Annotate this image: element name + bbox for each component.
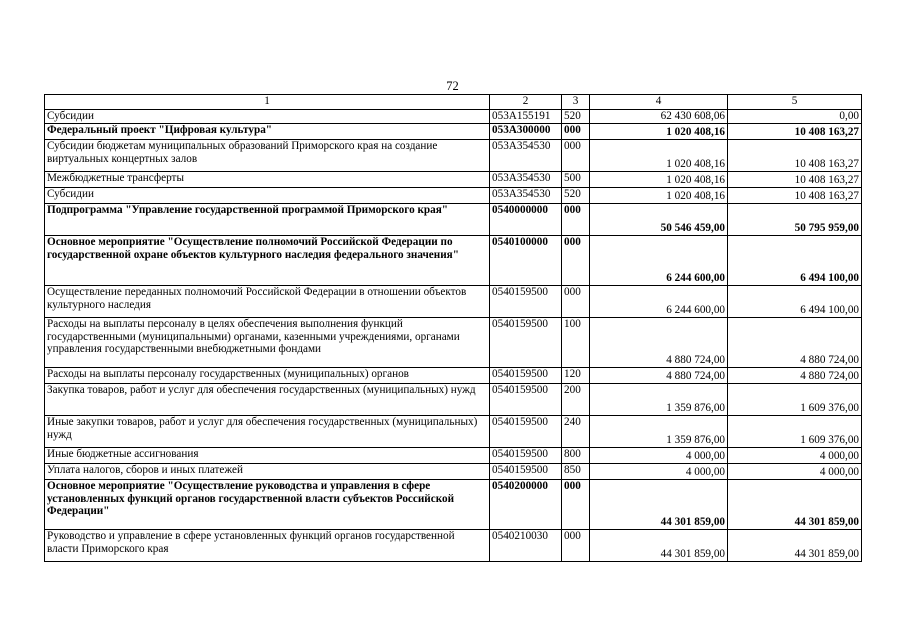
row-amount-1: 62 430 608,06 — [590, 110, 728, 124]
row-expense-type: 000 — [562, 480, 590, 530]
row-amount-2: 44 301 859,00 — [728, 530, 862, 562]
row-expense-type: 240 — [562, 416, 590, 448]
table-row — [45, 110, 862, 124]
row-name: Основное мероприятие "Осуществление руководства и управления в сфере установленных функций органов государственной власти субъектов Российской Федерации" — [45, 480, 490, 530]
row-amount-2: 10 408 163,27 — [728, 188, 862, 204]
column-header-amount-2: 5 — [728, 95, 862, 110]
table-row — [45, 464, 862, 480]
row-expense-type: 000 — [562, 140, 590, 172]
row-name: Иные бюджетные ассигнования — [45, 448, 490, 464]
column-header-name: 1 — [45, 95, 490, 110]
row-expense-type: 800 — [562, 448, 590, 464]
row-name: Осуществление переданных полномочий Российской Федерации в отношении объектов культурного наследия — [45, 286, 490, 318]
row-amount-2: 44 301 859,00 — [728, 480, 862, 530]
row-expense-type: 100 — [562, 318, 590, 368]
row-code: 0540200000 — [490, 480, 562, 530]
row-code: 0540159500 — [490, 416, 562, 448]
row-name: Расходы на выплаты персоналу государственных (муниципальных) органов — [45, 368, 490, 384]
row-amount-2: 4 000,00 — [728, 448, 862, 464]
row-code: 0540159500 — [490, 318, 562, 368]
row-amount-2: 4 880 724,00 — [728, 368, 862, 384]
table-row — [45, 236, 862, 286]
row-code: 0540000000 — [490, 204, 562, 236]
page-number: 72 — [446, 79, 459, 93]
row-amount-1: 6 244 600,00 — [590, 286, 728, 318]
row-expense-type: 520 — [562, 188, 590, 204]
row-code: 0540159500 — [490, 286, 562, 318]
table-row — [45, 188, 862, 204]
row-code: 053A354530 — [490, 172, 562, 188]
column-header-code: 2 — [490, 95, 562, 110]
row-amount-2: 10 408 163,27 — [728, 172, 862, 188]
row-expense-type: 000 — [562, 204, 590, 236]
row-amount-1: 1 020 408,16 — [590, 124, 728, 140]
row-name: Федеральный проект "Цифровая культура" — [45, 124, 490, 140]
row-expense-type: 520 — [562, 110, 590, 124]
row-code: 053A354530 — [490, 188, 562, 204]
row-amount-2: 4 880 724,00 — [728, 318, 862, 368]
row-amount-2: 1 609 376,00 — [728, 384, 862, 416]
row-code: 053A300000 — [490, 124, 562, 140]
row-amount-1: 4 880 724,00 — [590, 368, 728, 384]
row-amount-2: 10 408 163,27 — [728, 124, 862, 140]
row-expense-type: 000 — [562, 286, 590, 318]
row-amount-1: 1 020 408,16 — [590, 172, 728, 188]
row-amount-2: 6 494 100,00 — [728, 236, 862, 286]
row-amount-1: 4 000,00 — [590, 464, 728, 480]
row-amount-1: 6 244 600,00 — [590, 236, 728, 286]
row-amount-1: 1 020 408,16 — [590, 140, 728, 172]
column-header-vr: 3 — [562, 95, 590, 110]
column-header-amount-1: 4 — [590, 95, 728, 110]
row-expense-type: 000 — [562, 236, 590, 286]
row-code: 0540159500 — [490, 384, 562, 416]
row-expense-type: 200 — [562, 384, 590, 416]
row-code: 0540100000 — [490, 236, 562, 286]
budget-table — [44, 94, 862, 562]
row-name: Субсидии — [45, 188, 490, 204]
row-code: 0540159500 — [490, 464, 562, 480]
row-expense-type: 850 — [562, 464, 590, 480]
row-expense-type: 000 — [562, 530, 590, 562]
row-code: 053A354530 — [490, 140, 562, 172]
table-row — [45, 172, 862, 188]
row-amount-2: 1 609 376,00 — [728, 416, 862, 448]
row-expense-type: 000 — [562, 124, 590, 140]
row-code: 0540159500 — [490, 368, 562, 384]
row-amount-2: 6 494 100,00 — [728, 286, 862, 318]
row-amount-1: 50 546 459,00 — [590, 204, 728, 236]
row-name: Иные закупки товаров, работ и услуг для обеспечения государственных (муниципальных) нужд — [45, 416, 490, 448]
row-amount-1: 1 020 408,16 — [590, 188, 728, 204]
row-name: Расходы на выплаты персоналу в целях обеспечения выполнения функций государственными (муниципальными) органами, казенными учреждениями, органами управления государственными внебюджетными фондами — [45, 318, 490, 368]
row-amount-2: 50 795 959,00 — [728, 204, 862, 236]
row-name: Руководство и управление в сфере установленных функций органов государственной власти Приморского края — [45, 530, 490, 562]
row-name: Основное мероприятие "Осуществление полномочий Российской Федерации по государственной охране объектов культурного наследия федерального значения" — [45, 236, 490, 286]
table-row — [45, 448, 862, 464]
row-code: 0540210030 — [490, 530, 562, 562]
table-header-row — [45, 95, 862, 110]
table-row — [45, 416, 862, 448]
row-amount-2: 4 000,00 — [728, 464, 862, 480]
table-row — [45, 204, 862, 236]
row-name: Субсидии — [45, 110, 490, 124]
row-amount-1: 1 359 876,00 — [590, 384, 728, 416]
table-row — [45, 286, 862, 318]
row-code: 0540159500 — [490, 448, 562, 464]
row-name: Межбюджетные трансферты — [45, 172, 490, 188]
table-row — [45, 124, 862, 140]
row-amount-1: 4 000,00 — [590, 448, 728, 464]
row-amount-1: 4 880 724,00 — [590, 318, 728, 368]
row-expense-type: 500 — [562, 172, 590, 188]
row-amount-1: 1 359 876,00 — [590, 416, 728, 448]
row-amount-1: 44 301 859,00 — [590, 530, 728, 562]
table-row — [45, 368, 862, 384]
table-row — [45, 384, 862, 416]
row-name: Субсидии бюджетам муниципальных образований Приморского края на создание виртуальных концертных залов — [45, 140, 490, 172]
row-expense-type: 120 — [562, 368, 590, 384]
table-row — [45, 480, 862, 530]
row-amount-1: 44 301 859,00 — [590, 480, 728, 530]
row-name: Подпрограмма "Управление государственной программой Приморского края" — [45, 204, 490, 236]
table-row — [45, 318, 862, 368]
row-name: Уплата налогов, сборов и иных платежей — [45, 464, 490, 480]
row-code: 053A155191 — [490, 110, 562, 124]
row-name: Закупка товаров, работ и услуг для обеспечения государственных (муниципальных) нужд — [45, 384, 490, 416]
table-row — [45, 530, 862, 562]
row-amount-2: 0,00 — [728, 110, 862, 124]
row-amount-2: 10 408 163,27 — [728, 140, 862, 172]
table-row — [45, 140, 862, 172]
